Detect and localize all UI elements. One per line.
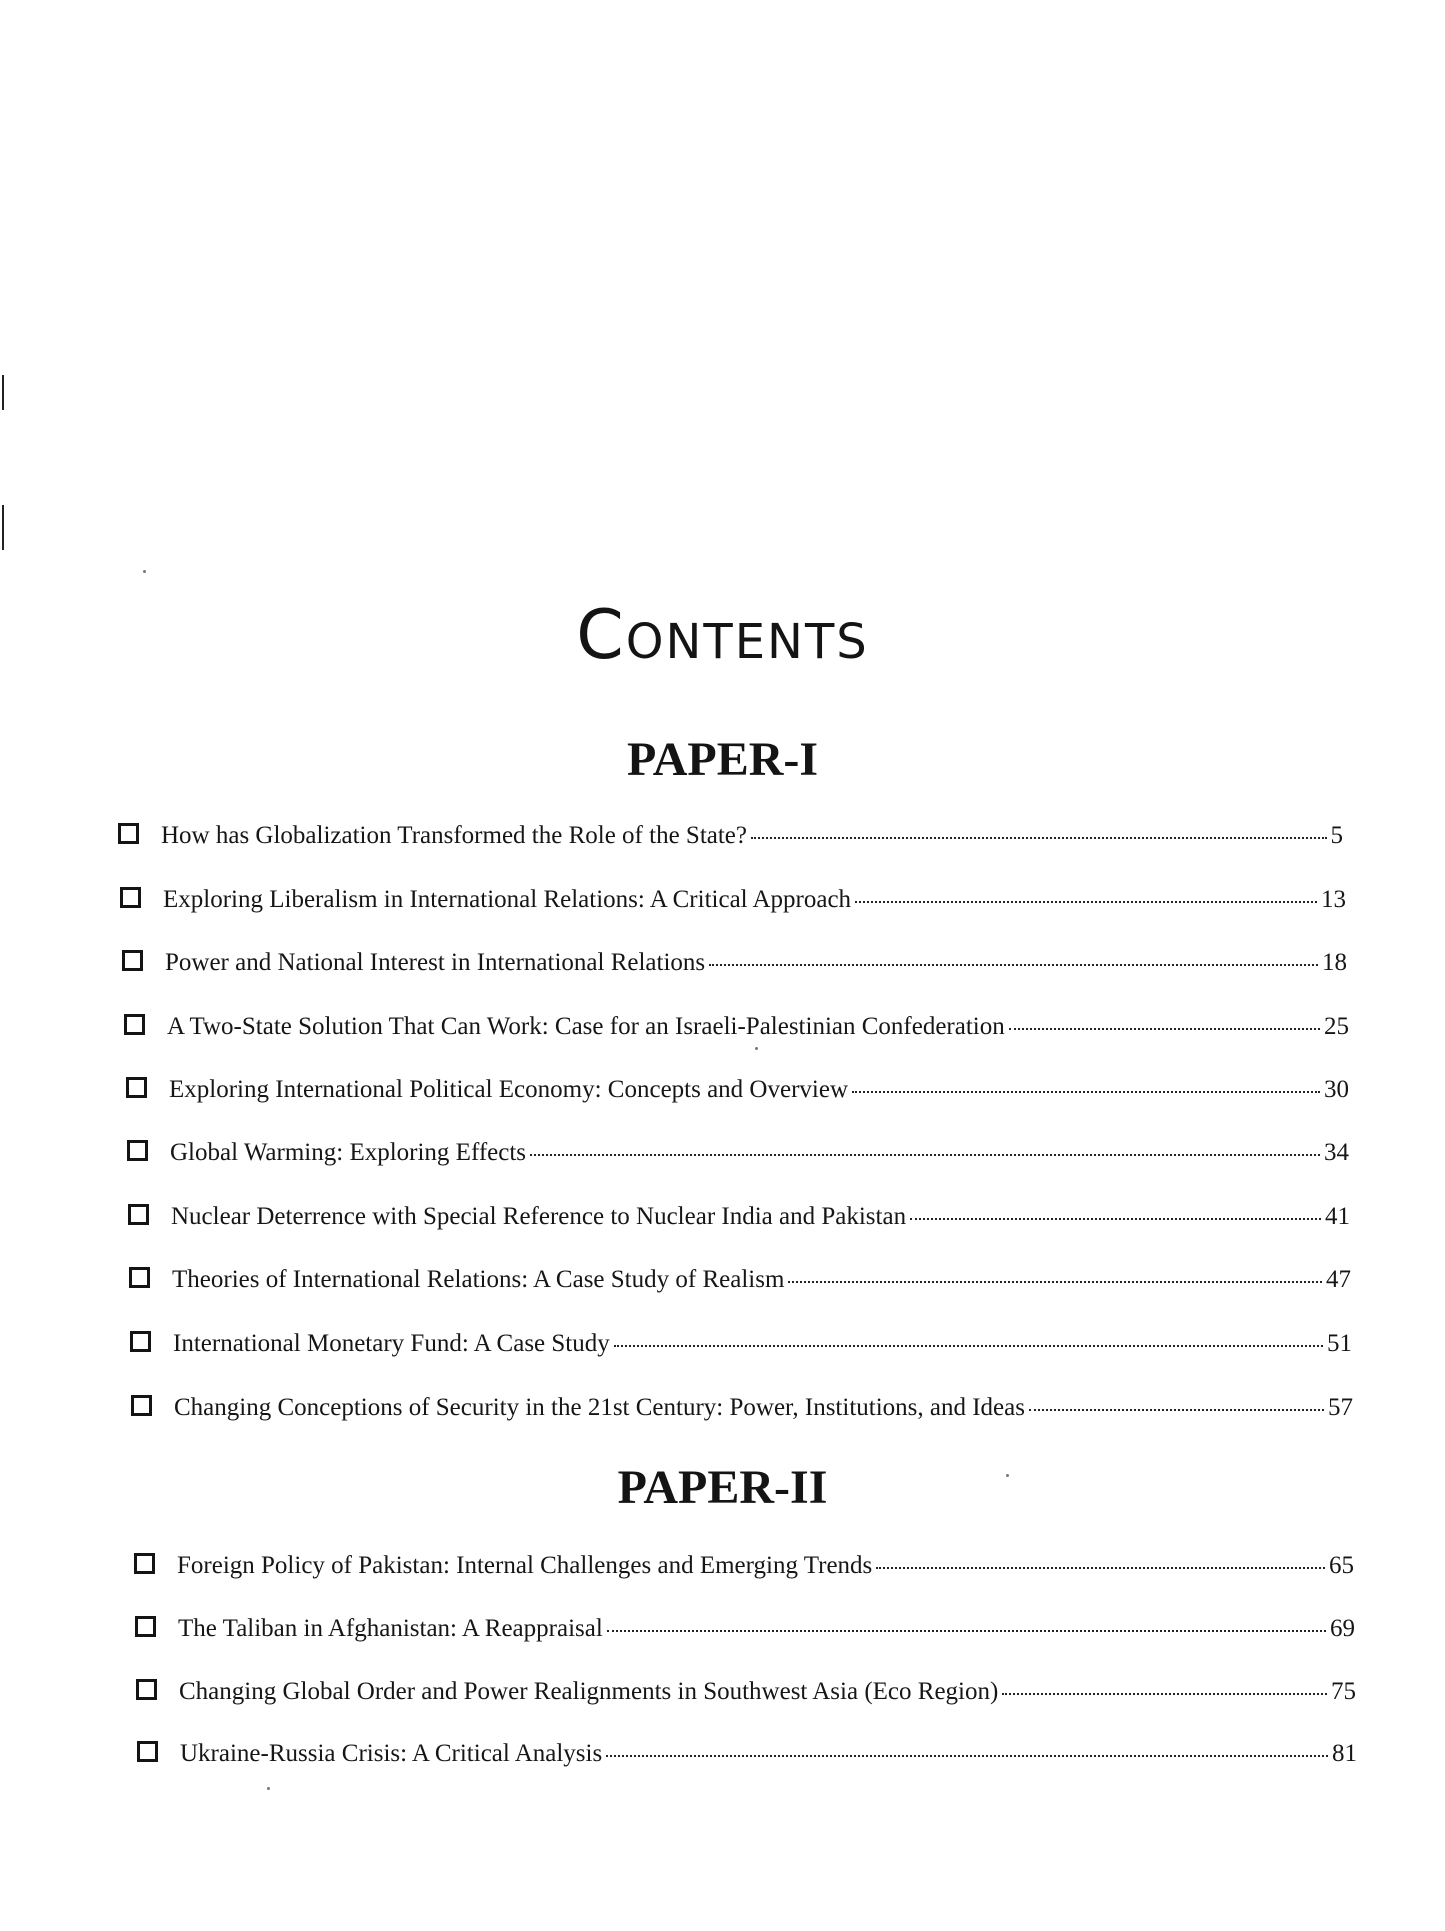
checkbox-bullet-icon [137, 1741, 158, 1762]
scan-edge-mark [2, 375, 4, 410]
toc-entry-page: 81 [1332, 1740, 1357, 1767]
toc-entry[interactable] [127, 1139, 1349, 1167]
toc-entry-page: 57 [1328, 1394, 1353, 1421]
toc-entry-title: Changing Conceptions of Security in the 21st Century: Power, Institutions, and Ideas [174, 1394, 1025, 1421]
toc-entry-title: International Monetary Fund: A Case Study [173, 1330, 610, 1357]
dot-leader [876, 1567, 1325, 1569]
dot-leader [852, 1091, 1320, 1093]
toc-entry-page: 69 [1330, 1615, 1355, 1642]
toc-entry[interactable] [128, 1203, 1350, 1231]
checkbox-bullet-icon [126, 1077, 147, 1098]
dot-leader [1029, 1409, 1324, 1411]
toc-entry[interactable] [137, 1740, 1357, 1768]
checkbox-bullet-icon [130, 1331, 151, 1352]
toc-entry-title: Exploring International Political Economy: Concepts and Overview [169, 1076, 849, 1103]
toc-entry[interactable] [135, 1615, 1355, 1643]
toc-entry[interactable] [130, 1330, 1352, 1358]
toc-entry[interactable] [118, 822, 1343, 850]
dot-leader [1009, 1028, 1320, 1030]
checkbox-bullet-icon [134, 1553, 155, 1574]
toc-entry-page: 75 [1331, 1678, 1356, 1705]
toc-entry-title: Ukraine-Russia Crisis: A Critical Analysis [180, 1740, 603, 1767]
scan-edge-mark [2, 505, 4, 550]
checkbox-bullet-icon [136, 1679, 157, 1700]
dot-leader [607, 1630, 1326, 1632]
checkbox-bullet-icon [122, 950, 143, 971]
checkbox-bullet-icon [118, 823, 139, 844]
toc-entry[interactable] [136, 1678, 1356, 1706]
checkbox-bullet-icon [127, 1140, 148, 1161]
scan-speck [755, 1047, 758, 1050]
toc-entry-page: 5 [1330, 822, 1343, 849]
toc-entry-page: 65 [1329, 1552, 1354, 1579]
toc-entry-title: Theories of International Relations: A Case Study of Realism [172, 1266, 785, 1293]
toc-entry-title: Changing Global Order and Power Realignments in Southwest Asia (Eco Region) [179, 1678, 999, 1705]
dot-leader [606, 1755, 1328, 1757]
toc-entry[interactable] [126, 1076, 1349, 1104]
checkbox-bullet-icon [135, 1616, 156, 1637]
toc-entry[interactable] [129, 1266, 1351, 1294]
toc-entry-title: Global Warming: Exploring Effects [170, 1139, 527, 1166]
dot-leader [751, 837, 1327, 839]
toc-entry-title: Nuclear Deterrence with Special Reference to Nuclear India and Pakistan [171, 1203, 907, 1230]
toc-entry-page: 51 [1327, 1330, 1352, 1357]
scan-speck [143, 570, 146, 573]
toc-entry-title: Foreign Policy of Pakistan: Internal Challenges and Emerging Trends [177, 1552, 873, 1579]
toc-entry-page: 25 [1324, 1013, 1349, 1040]
toc-entry-page: 47 [1326, 1266, 1351, 1293]
checkbox-bullet-icon [128, 1204, 149, 1225]
page-title: Contents [576, 595, 869, 675]
toc-entry[interactable] [120, 886, 1346, 914]
dot-leader [855, 901, 1317, 903]
toc-entry-page: 18 [1322, 949, 1347, 976]
toc-entry[interactable] [131, 1394, 1353, 1422]
checkbox-bullet-icon [131, 1395, 152, 1416]
scan-speck [267, 1787, 270, 1790]
dot-leader [910, 1218, 1321, 1220]
toc-entry[interactable] [134, 1552, 1354, 1580]
toc-entry-title: Exploring Liberalism in International Relations: A Critical Approach [163, 886, 852, 913]
toc-entry-page: 41 [1325, 1203, 1350, 1230]
toc-entry-title: Power and National Interest in International Relations [165, 949, 706, 976]
toc-entry-title: The Taliban in Afghanistan: A Reappraisal [178, 1615, 603, 1642]
toc-entry-page: 30 [1324, 1076, 1349, 1103]
toc-entry[interactable] [124, 1013, 1349, 1041]
checkbox-bullet-icon [120, 887, 141, 908]
dot-leader [788, 1281, 1322, 1283]
checkbox-bullet-icon [124, 1014, 145, 1035]
section-heading-paper-2: PAPER-II [617, 1461, 828, 1514]
checkbox-bullet-icon [129, 1267, 150, 1288]
toc-entry-page: 13 [1321, 886, 1346, 913]
dot-leader [530, 1154, 1320, 1156]
toc-entry-title: A Two-State Solution That Can Work: Case for an Israeli-Palestinian Confederation [167, 1013, 1005, 1040]
dot-leader [709, 964, 1318, 966]
toc-entry[interactable] [122, 949, 1347, 977]
dot-leader [614, 1345, 1323, 1347]
toc-entry-page: 34 [1324, 1139, 1349, 1166]
section-heading-paper-1: PAPER-I [626, 733, 819, 786]
dot-leader [1002, 1693, 1327, 1695]
toc-entry-title: How has Globalization Transformed the Role of the State? [161, 822, 747, 849]
